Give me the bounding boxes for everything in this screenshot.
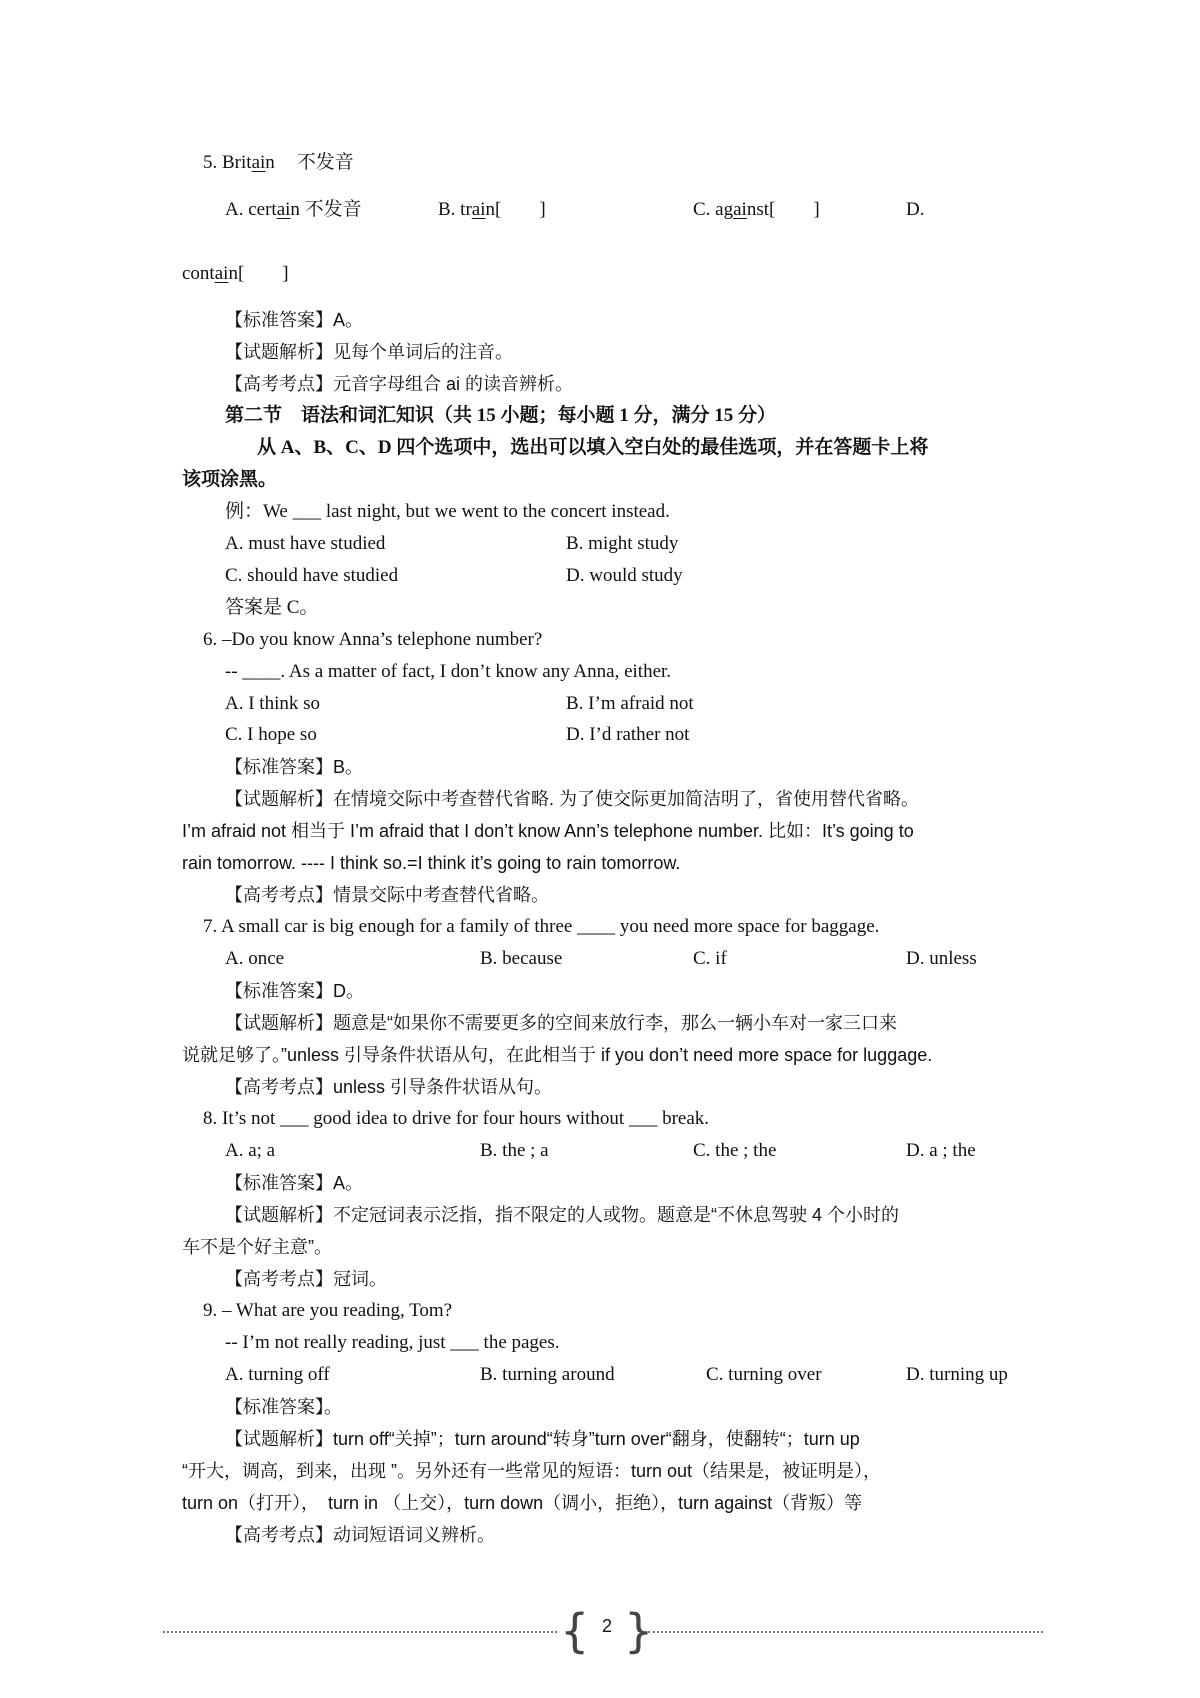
q6-analysis-3: rain tomorrow. ---- I think so.=I think it’s going to rain tomorrow. <box>182 853 681 873</box>
q5-analysis: 【试题解析】见每个单词后的注音。 <box>225 342 513 362</box>
section-heading: 第二节 语法和词汇知识（共 15 小题；每小题 1 分，满分 15 分） <box>225 405 777 426</box>
q6-option-a: A. I think so <box>225 693 320 714</box>
q5-c-post: nst[ ] <box>746 199 820 220</box>
q8-analysis-2: 车不是个好主意”。 <box>182 1237 332 1257</box>
q7-analysis-1: 【试题解析】题意是“如果你不需要更多的空间来放行李，那么一辆小车对一家三口来 <box>225 1013 897 1033</box>
q5-b-post: n[ ] <box>485 199 546 220</box>
q9-analysis-2: “开大，调高，到来，出现 ”。另外还有一些常见的短语：turn out（结果是，被证明是）， <box>182 1461 882 1481</box>
q9-option-b: B. turning around <box>480 1364 615 1385</box>
q5-a-ul: ai <box>276 199 291 220</box>
footer-rule-right <box>648 1631 1043 1633</box>
q9-stem-1: 9. – What are you reading, Tom? <box>203 1300 453 1321</box>
q5-a-post: n 不发音 <box>290 199 362 220</box>
example-stem: 例：We ___ last night, but we went to the concert instead. <box>225 501 670 522</box>
q6-analysis-1: 【试题解析】在情境交际中考查替代省略. 为了使交际更加简洁明了，省使用替代省略。 <box>225 789 919 809</box>
q5-c-ul: ai <box>733 199 747 220</box>
q7-point: 【高考考点】unless 引导条件状语从句。 <box>225 1077 553 1097</box>
q7-stem: 7. A small car is big enough for a family of three ____ you need more space for baggage. <box>203 916 880 937</box>
q9-option-d: D. turning up <box>906 1364 1008 1385</box>
q9-analysis-3: turn on（打开）， turn in （上交），turn down（调小，拒绝），turn against（背叛）等 <box>182 1493 863 1513</box>
q5-b-ul: ai <box>471 199 486 220</box>
q6-option-d: D. I’d rather not <box>566 724 690 745</box>
q6-stem-1: 6. –Do you know Anna’s telephone number? <box>203 629 543 650</box>
example-option-b: B. might study <box>566 533 679 554</box>
q5-answer: 【标准答案】A。 <box>225 310 364 330</box>
q6-point: 【高考考点】情景交际中考查替代省略。 <box>225 885 549 905</box>
q8-point: 【高考考点】冠词。 <box>225 1269 387 1289</box>
q5-option-b <box>438 195 546 225</box>
q9-answer: 【标准答案】。 <box>225 1397 342 1417</box>
q8-stem: 8. It’s not ___ good idea to drive for four hours without ___ break. <box>203 1108 710 1129</box>
q9-option-a: A. turning off <box>225 1364 330 1385</box>
q7-option-c: C. if <box>693 948 727 969</box>
q7-option-b: B. because <box>480 948 563 969</box>
example-option-a: A. must have studied <box>225 533 386 554</box>
section-instructions-2: 该项涂黑。 <box>182 469 278 490</box>
q5-b-pre: B. tr <box>438 199 472 220</box>
q5-point: 【高考考点】元音字母组合 ai 的读音辨析。 <box>225 374 574 394</box>
q8-option-d: D. a ; the <box>906 1140 976 1161</box>
q5-c-pre: C. ag <box>693 199 734 220</box>
footer-left-brace-icon: { <box>560 1604 590 1658</box>
q5-stem-note: 不发音 <box>296 152 354 173</box>
q8-answer: 【标准答案】A。 <box>225 1173 364 1193</box>
q5-stem-text: 5. Brit <box>203 152 252 173</box>
q5-option-c <box>693 195 820 225</box>
q9-analysis-1: 【试题解析】turn off“关掉”；turn around“转身”turn over“翻身，使翻转“；turn up <box>225 1429 860 1449</box>
q5-option-d-label: D. <box>906 199 925 220</box>
footer-right-brace-icon: } <box>624 1604 654 1658</box>
q6-answer: 【标准答案】B。 <box>225 757 364 777</box>
q6-analysis-2: I’m afraid not 相当于 I’m afraid that I don’t know Ann’s telephone number. 比如：It’s going to <box>182 821 914 841</box>
example-option-c: C. should have studied <box>225 565 399 586</box>
q9-option-c: C. turning over <box>706 1364 822 1385</box>
q5-option-a <box>225 195 362 225</box>
q7-option-a: A. once <box>225 948 285 969</box>
q5-stem-underline: ai <box>251 152 266 173</box>
example-option-d: D. would study <box>566 565 683 586</box>
q5-d-pre: cont <box>182 263 215 284</box>
q5-option-d <box>182 259 289 289</box>
q9-point: 【高考考点】动词短语词义辨析。 <box>225 1525 495 1545</box>
q9-stem-2: -- I’m not really reading, just ___ the pages. <box>225 1332 560 1353</box>
page-number: 2 <box>601 1616 612 1636</box>
q8-option-a: A. a; a <box>225 1140 276 1161</box>
q5-a-pre: A. cert <box>225 199 277 220</box>
q7-answer: 【标准答案】D。 <box>225 981 364 1001</box>
q5-d-ul: ai <box>214 263 229 284</box>
q5-d-post: n[ ] <box>228 263 289 284</box>
q6-stem-2: -- ____. As a matter of fact, I don’t know any Anna, either. <box>225 661 672 682</box>
q8-option-b: B. the ; a <box>480 1140 549 1161</box>
q8-analysis-1: 【试题解析】不定冠词表示泛指，指不限定的人或物。题意是“不休息驾驶 4 个小时的 <box>225 1205 900 1225</box>
q6-option-b: B. I’m afraid not <box>566 693 694 714</box>
q5-stem-text-end: n <box>265 152 275 173</box>
footer-rule-left <box>163 1631 557 1633</box>
q5-stem <box>203 148 354 178</box>
q7-option-d: D. unless <box>906 948 977 969</box>
q7-analysis-2: 说就足够了。”unless 引导条件状语从句，在此相当于 if you don’t need more space for luggage. <box>182 1045 933 1065</box>
q6-option-c: C. I hope so <box>225 724 317 745</box>
q8-option-c: C. the ; the <box>693 1140 777 1161</box>
section-instructions-1: 从 A、B、C、D 四个选项中，选出可以填入空白处的最佳选项，并在答题卡上将 <box>257 437 929 458</box>
example-answer: 答案是 C。 <box>225 597 319 618</box>
